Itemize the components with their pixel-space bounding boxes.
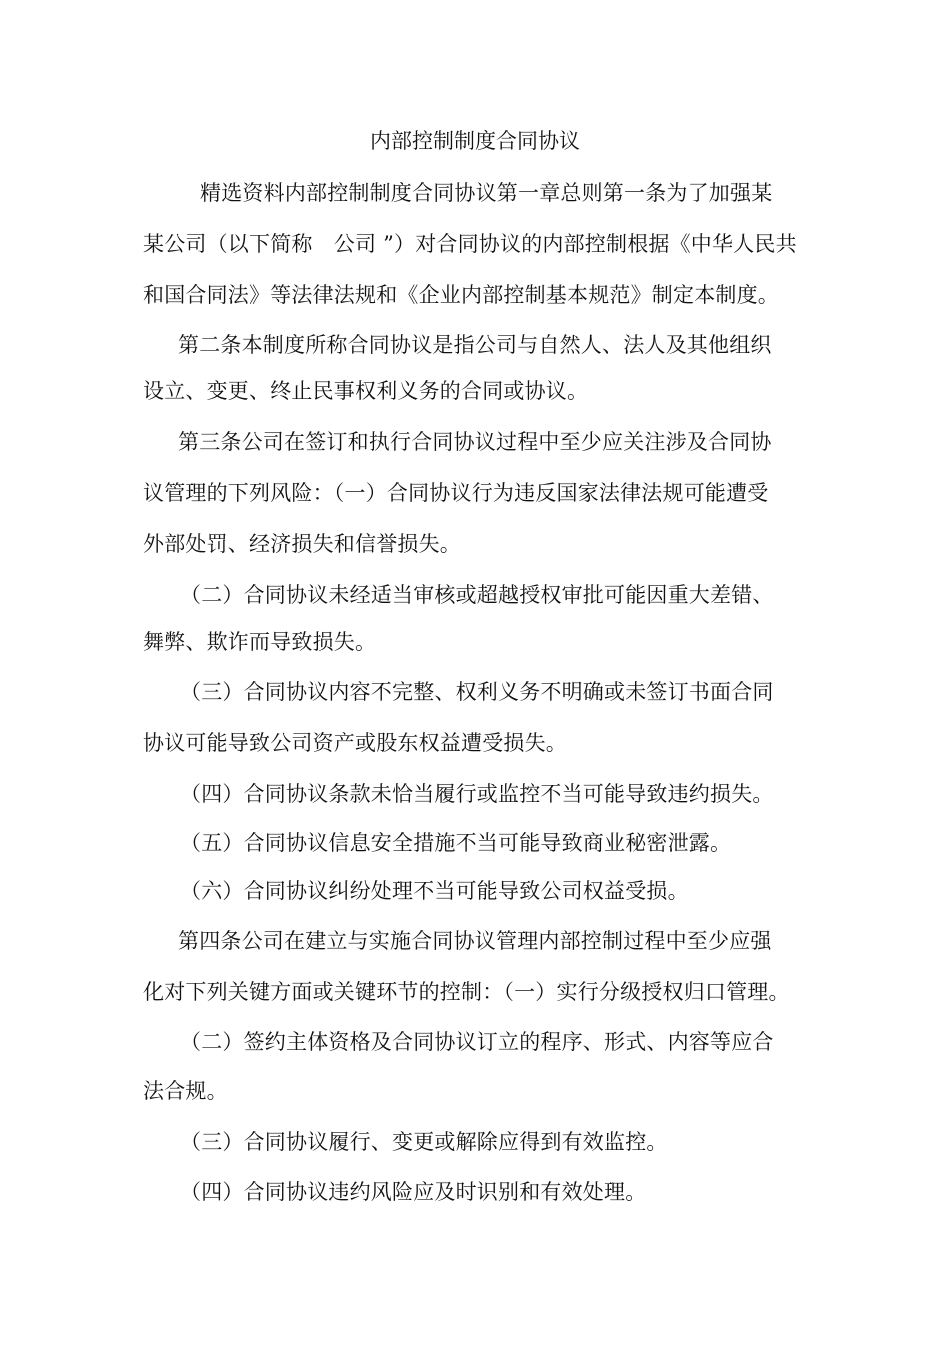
paragraph-line: （五）合同协议信息安全措施不当可能导致商业秘密泄露。 [180, 831, 732, 855]
paragraph-line: （二）合同协议未经适当审核或超越授权审批可能因重大差错、 [180, 583, 774, 607]
document-title: 内部控制制度合同协议 [370, 129, 580, 153]
paragraph-line: 舞弊、欺诈而导致损失。 [143, 630, 377, 654]
paragraph-line: 协议可能导致公司资产或股东权益遭受损失。 [143, 731, 567, 755]
paragraph-line: （三）合同协议内容不完整、权利义务不明确或未签订书面合同 [180, 680, 774, 704]
paragraph-line: 化对下列关键方面或关键环节的控制：（一）实行分级授权归口管理。 [143, 980, 790, 1004]
paragraph-line: 和国合同法》等法律法规和《企业内部控制基本规范》制定本制度。 [143, 283, 779, 307]
paragraph-line: 议管理的下列风险：（一）合同协议行为违反国家法律法规可能遭受 [143, 481, 769, 505]
paragraph-line: 精选资料内部控制制度合同协议第一章总则第一条为了加强某 [200, 181, 773, 205]
paragraph-line: 某公司（以下简称 公司 ”）对合同协议的内部控制根据《中华人民共 [143, 232, 797, 256]
paragraph-line: （四）合同协议条款未恰当履行或监控不当可能导致违约损失。 [180, 782, 774, 806]
paragraph-line: 外部处罚、经济损失和信誉损失。 [143, 532, 461, 556]
paragraph-line: 第四条公司在建立与实施合同协议管理内部控制过程中至少应强 [178, 929, 772, 953]
paragraph-line: 第三条公司在签订和执行合同协议过程中至少应关注涉及合同协 [178, 430, 772, 454]
paragraph-line: （四）合同协议违约风险应及时识别和有效处理。 [180, 1180, 647, 1204]
paragraph-line: （六）合同协议纠纷处理不当可能导致公司权益受损。 [180, 879, 689, 903]
paragraph-line: 设立、变更、终止民事权利义务的合同或协议。 [143, 379, 589, 403]
paragraph-line: 第二条本制度所称合同协议是指公司与自然人、法人及其他组织 [178, 333, 772, 357]
paragraph-line: （三）合同协议履行、变更或解除应得到有效监控。 [180, 1130, 668, 1154]
paragraph-line: 法合规。 [143, 1079, 228, 1103]
paragraph-line: （二）签约主体资格及合同协议订立的程序、形式、内容等应合 [180, 1030, 774, 1054]
